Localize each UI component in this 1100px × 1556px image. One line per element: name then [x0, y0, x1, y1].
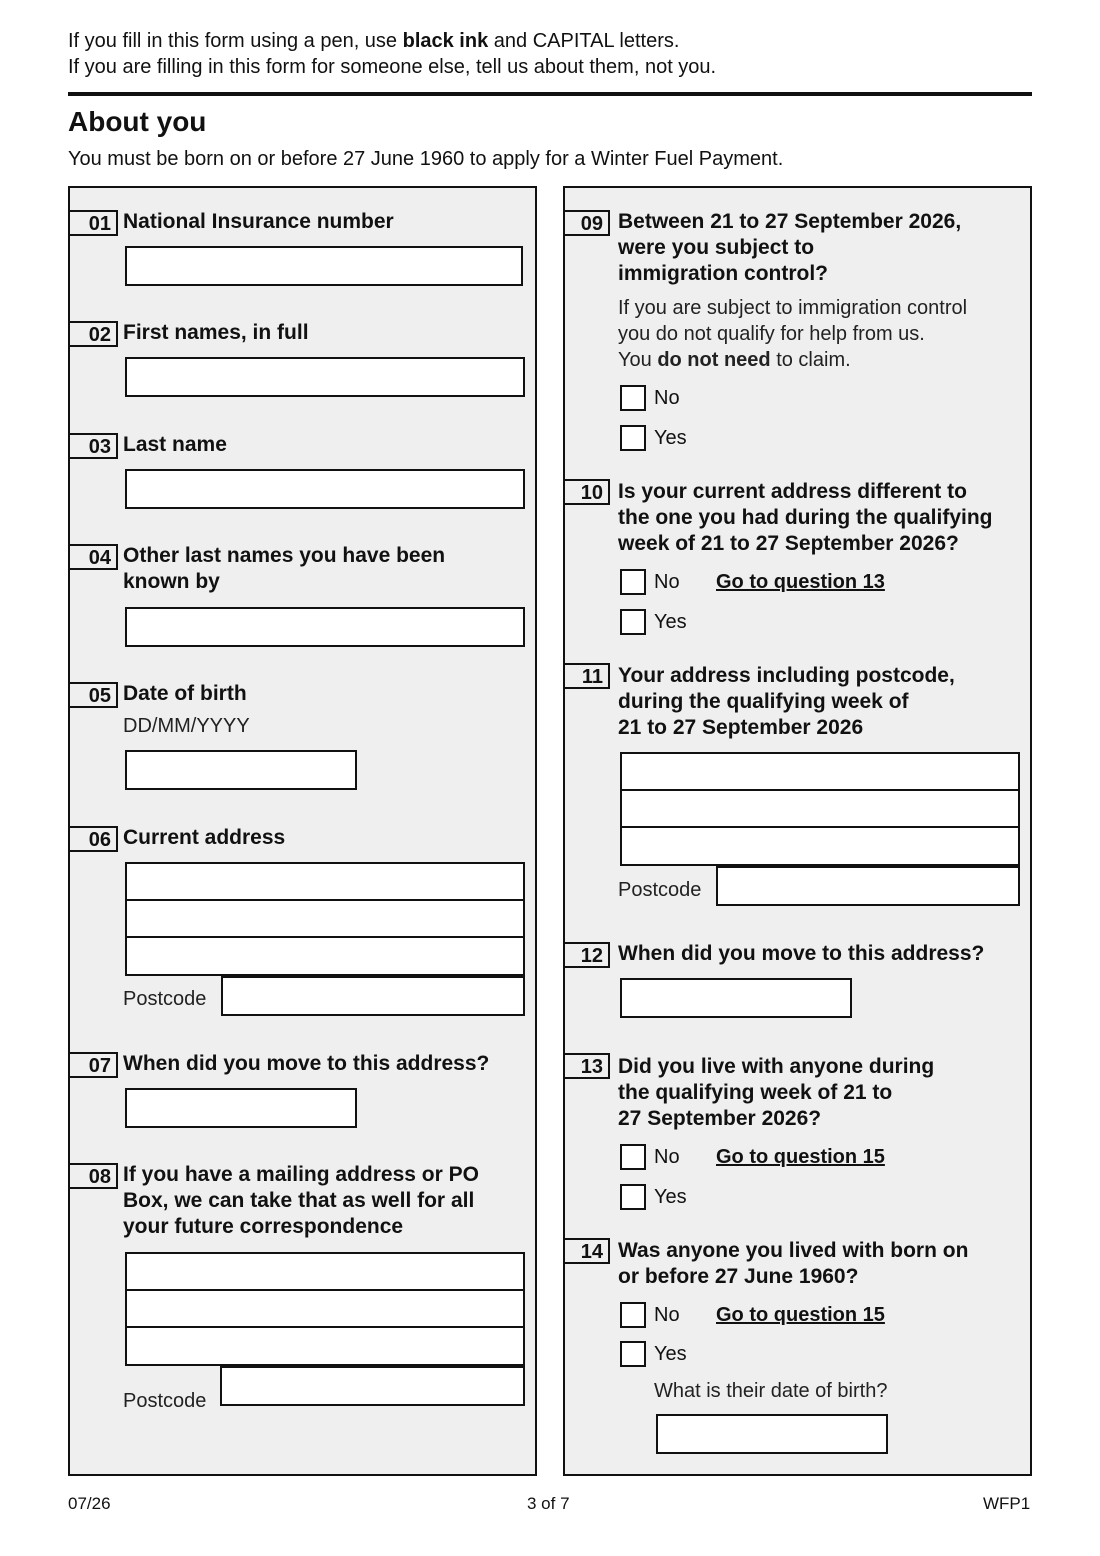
question-label: Last name: [123, 433, 227, 456]
question-number: 04: [70, 544, 118, 570]
question-label: Your address including postcode, during the qualifying week of 21 to 27 September 2026: [618, 664, 955, 739]
question-number: 12: [565, 942, 610, 968]
other-last-names-field[interactable]: [125, 607, 525, 647]
question-label: If you have a mailing address or PO Box, we can take that as well for all your future correspondence: [123, 1163, 479, 1238]
question-number: 06: [70, 826, 118, 852]
option-label: No: [654, 1146, 680, 1168]
date-of-birth-field[interactable]: [125, 750, 357, 790]
option-label: No: [654, 1304, 680, 1326]
question-label: Is your current address different to the one you had during the qualifying week of 21 to 27 September 2026?: [618, 480, 993, 555]
go-to-question-15-link[interactable]: Go to question 15: [716, 1304, 885, 1326]
section-divider: [68, 92, 1032, 96]
option-label: Yes: [654, 1186, 687, 1208]
footer-form-code: WFP1: [983, 1494, 1031, 1513]
section-title: About you: [68, 106, 207, 137]
go-to-question-15-link[interactable]: Go to question 15: [716, 1146, 885, 1168]
option-label: No: [654, 571, 680, 593]
qualifying-move-date-field[interactable]: [620, 978, 852, 1018]
question-number: 11: [565, 663, 610, 689]
question-label: Date of birth: [123, 682, 247, 705]
question-label: When did you move to this address?: [618, 942, 985, 965]
qualifying-address-line-3[interactable]: [620, 826, 1020, 866]
mailing-address-line-3[interactable]: [125, 1326, 525, 1366]
question-number: 05: [70, 682, 118, 708]
q13-yes-checkbox[interactable]: [620, 1184, 646, 1210]
left-panel: [68, 186, 537, 1476]
mailing-address-line-2[interactable]: [125, 1289, 525, 1329]
mailing-postcode-field[interactable]: [220, 1366, 525, 1406]
q10-no-checkbox[interactable]: [620, 569, 646, 595]
question-number: 07: [70, 1052, 118, 1078]
question-label: Did you live with anyone during the qualifying week of 21 to 27 September 2026?: [618, 1055, 935, 1130]
question-number: 08: [70, 1163, 118, 1189]
go-to-question-13-link[interactable]: Go to question 13: [716, 571, 885, 593]
first-names-field[interactable]: [125, 357, 525, 397]
question-number: 03: [70, 433, 118, 459]
question-label: Other last names you have been known by: [123, 544, 446, 593]
current-address-line-1[interactable]: [125, 862, 525, 902]
intro-line-2: If you are filling in this form for someone else, tell us about them, not you.: [68, 56, 717, 78]
last-name-field[interactable]: [125, 469, 525, 509]
option-label: Yes: [654, 427, 687, 449]
question-label: Was anyone you lived with born on or before 27 June 1960?: [618, 1239, 969, 1288]
mailing-address-line-1[interactable]: [125, 1252, 525, 1292]
qualifying-address-line-1[interactable]: [620, 752, 1020, 792]
q09-yes-checkbox[interactable]: [620, 425, 646, 451]
postcode-label: Postcode: [123, 1390, 207, 1412]
q14-yes-checkbox[interactable]: [620, 1341, 646, 1367]
question-number: 14: [565, 1238, 610, 1264]
q10-yes-checkbox[interactable]: [620, 609, 646, 635]
question-label: Between 21 to 27 September 2026, were you subject to immigration control?: [618, 210, 962, 285]
right-panel: [563, 186, 1032, 1476]
question-label: When did you move to this address?: [123, 1052, 490, 1075]
qualifying-postcode-field[interactable]: [716, 866, 1020, 906]
current-address-line-2[interactable]: [125, 899, 525, 939]
option-label: No: [654, 387, 680, 409]
move-date-field[interactable]: [125, 1088, 357, 1128]
footer-date: 07/26: [68, 1494, 111, 1513]
q14-no-checkbox[interactable]: [620, 1302, 646, 1328]
question-label: First names, in full: [123, 321, 309, 344]
question-number: 02: [70, 321, 118, 347]
immigration-hint: If you are subject to immigration control you do not qualify for help from us. You do not need to claim.: [618, 297, 968, 371]
postcode-label: Postcode: [123, 988, 207, 1010]
ni-number-field[interactable]: [125, 246, 523, 286]
date-format-hint: DD/MM/YYYY: [123, 715, 250, 737]
question-number: 09: [565, 210, 610, 236]
option-label: Yes: [654, 611, 687, 633]
intro-line-1: If you fill in this form using a pen, use black ink and CAPITAL letters.: [68, 30, 680, 52]
question-label: Current address: [123, 826, 286, 849]
partner-date-of-birth-field[interactable]: [656, 1414, 888, 1454]
question-number: 01: [70, 210, 118, 236]
current-postcode-field[interactable]: [221, 976, 525, 1016]
intro-text: [68, 28, 716, 80]
footer-page-number: 3 of 7: [527, 1494, 570, 1513]
option-label: Yes: [654, 1343, 687, 1365]
qualifying-address-line-2[interactable]: [620, 789, 1020, 829]
question-number: 13: [565, 1053, 610, 1079]
postcode-label: Postcode: [618, 879, 702, 901]
current-address-line-3[interactable]: [125, 936, 525, 976]
section-subtitle: You must be born on or before 27 June 1960 to apply for a Winter Fuel Payment.: [68, 148, 784, 170]
q13-no-checkbox[interactable]: [620, 1144, 646, 1170]
dob-prompt: What is their date of birth?: [654, 1380, 888, 1402]
question-label: National Insurance number: [123, 210, 394, 233]
question-number: 10: [565, 479, 610, 505]
q09-no-checkbox[interactable]: [620, 385, 646, 411]
